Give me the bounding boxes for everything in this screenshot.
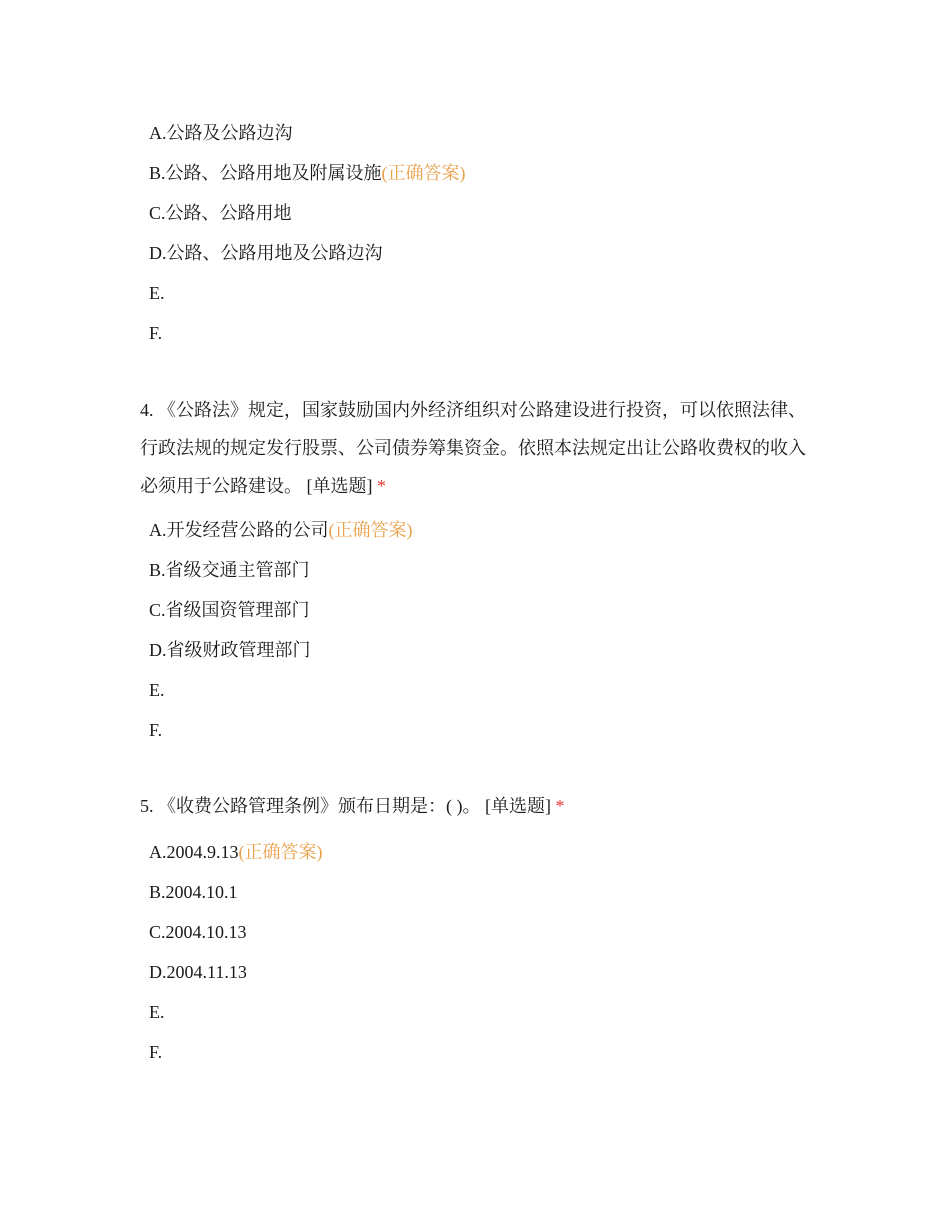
option-label: B.2004.10.1	[149, 882, 238, 902]
correct-answer-tag: (正确答案)	[381, 163, 466, 183]
option-label: F.	[149, 720, 163, 740]
option-label: D.省级财政管理部门	[149, 640, 311, 660]
option-label: D.2004.11.13	[149, 962, 247, 982]
option-4-e[interactable]	[149, 670, 165, 710]
option-label: E.	[149, 680, 165, 700]
question-5-text	[140, 787, 820, 825]
option-4-a[interactable]	[149, 510, 413, 550]
option-label: E.	[149, 1002, 165, 1022]
option-label: E.	[149, 283, 165, 303]
option-5-e[interactable]	[149, 992, 165, 1032]
option-4-b[interactable]	[149, 550, 310, 590]
option-label: B.省级交通主管部门	[149, 560, 310, 580]
option-label: D.公路、公路用地及公路边沟	[149, 243, 383, 263]
option-label: A.2004.9.13	[149, 842, 239, 862]
option-label: B.公路、公路用地及附属设施	[149, 163, 382, 183]
option-5-f[interactable]	[149, 1032, 162, 1072]
option-label: A.公路及公路边沟	[149, 123, 293, 143]
question-4-text	[140, 391, 820, 505]
option-5-b[interactable]	[149, 872, 238, 912]
option-label: F.	[149, 1042, 163, 1062]
option-label: C.2004.10.13	[149, 922, 247, 942]
question-4-stem: 4. 《公路法》规定，国家鼓励国内外经济组织对公路建设进行投资，可以依照法律、行政法规的规定发行股票、公司债券筹集资金。依照本法规定出让公路收费权的收入必须用于公路建设。 [单选题]	[140, 400, 806, 496]
option-5-c[interactable]	[149, 912, 247, 952]
option-3-b[interactable]	[149, 153, 466, 193]
option-label: C.省级国资管理部门	[149, 600, 310, 620]
required-mark: *	[555, 796, 565, 816]
question-5-stem: 5. 《收费公路管理条例》颁布日期是：( )。 [单选题]	[140, 796, 551, 816]
option-5-d[interactable]	[149, 952, 247, 992]
correct-answer-tag: (正确答案)	[328, 520, 413, 540]
option-3-f[interactable]	[149, 313, 162, 353]
option-label: F.	[149, 323, 163, 343]
option-3-c[interactable]	[149, 193, 292, 233]
option-4-c[interactable]	[149, 590, 310, 630]
option-label: C.公路、公路用地	[149, 203, 292, 223]
option-label: A.开发经营公路的公司	[149, 520, 329, 540]
option-3-a[interactable]	[149, 113, 293, 153]
option-3-d[interactable]	[149, 233, 383, 273]
correct-answer-tag: (正确答案)	[238, 842, 323, 862]
option-4-d[interactable]	[149, 630, 311, 670]
option-5-a[interactable]	[149, 832, 323, 872]
option-4-f[interactable]	[149, 710, 162, 750]
option-3-e[interactable]	[149, 273, 165, 313]
required-mark: *	[377, 476, 386, 496]
